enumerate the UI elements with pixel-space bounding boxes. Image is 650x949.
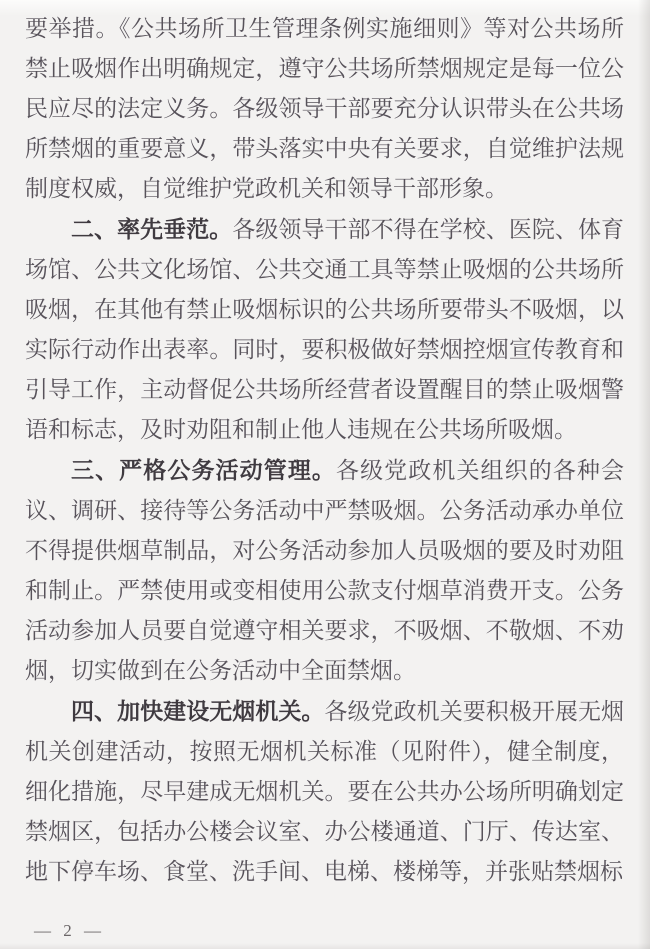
paragraph-body: 各级党政机关组织的各种会议、调研、接待等公务活动中严禁吸烟。公务活动承办单位不得提供烟草制品，对公务活动参加人员吸烟的要及时劝阻和制止。严禁使用或变相使用公款支付烟草消费开支。公务活动参加人员要自觉遵守相关要求，不吸烟、不敬烟、不劝烟，切实做到在公务活动中全面禁烟。 <box>25 458 625 683</box>
paragraph-heading: 三、严格公务活动管理。 <box>71 457 336 483</box>
paragraph-section-4 <box>25 691 624 892</box>
paragraph-heading: 二、率先垂范。 <box>71 216 233 242</box>
paragraph-section-3 <box>25 450 624 691</box>
page-number: — 2 — <box>34 921 105 940</box>
paragraph-body: 各级党政机关要积极开展无烟机关创建活动，按照无烟机关标准（见附件），健全制度，细化措施，尽早建成无烟机关。要在公共办公场所明确划定禁烟区，包括办公楼会议室、办公楼通道、门厅、传达室、地下停车场、食堂、洗手间、电梯、楼梯等，并张贴禁烟标 <box>25 699 625 884</box>
paragraph-body: 要举措。《公共场所卫生管理条例实施细则》等对公共场所禁止吸烟作出明确规定，遵守公共场所禁烟规定是每一位公民应尽的法定义务。各级领导干部要充分认识带头在公共场所禁烟的重要意义，带头落实中央有关要求，自觉维护法规制度权威，自觉维护党政机关和领导干部形象。 <box>25 16 624 201</box>
paragraph-section-2 <box>25 209 624 450</box>
paragraph-body: 各级领导干部不得在学校、医院、体育场馆、公共文化场馆、公共交通工具等禁止吸烟的公共场所吸烟，在其他有禁止吸烟标识的公共场所要带头不吸烟，以实际行动作出表率。同时，要积极做好禁烟控烟宣传教育和引导工作，主动督促公共场所经营者设置醒目的禁止吸烟警语和标志，及时劝阻和制止他人违规在公共场所吸烟。 <box>25 217 625 442</box>
paragraph-heading: 四、加快建设无烟机关。 <box>71 698 325 724</box>
scan-edge-shadow-bottom <box>0 943 650 949</box>
scan-edge-shadow-right <box>638 0 650 949</box>
paragraph-continuation <box>25 8 624 209</box>
document-text-block <box>25 8 624 892</box>
